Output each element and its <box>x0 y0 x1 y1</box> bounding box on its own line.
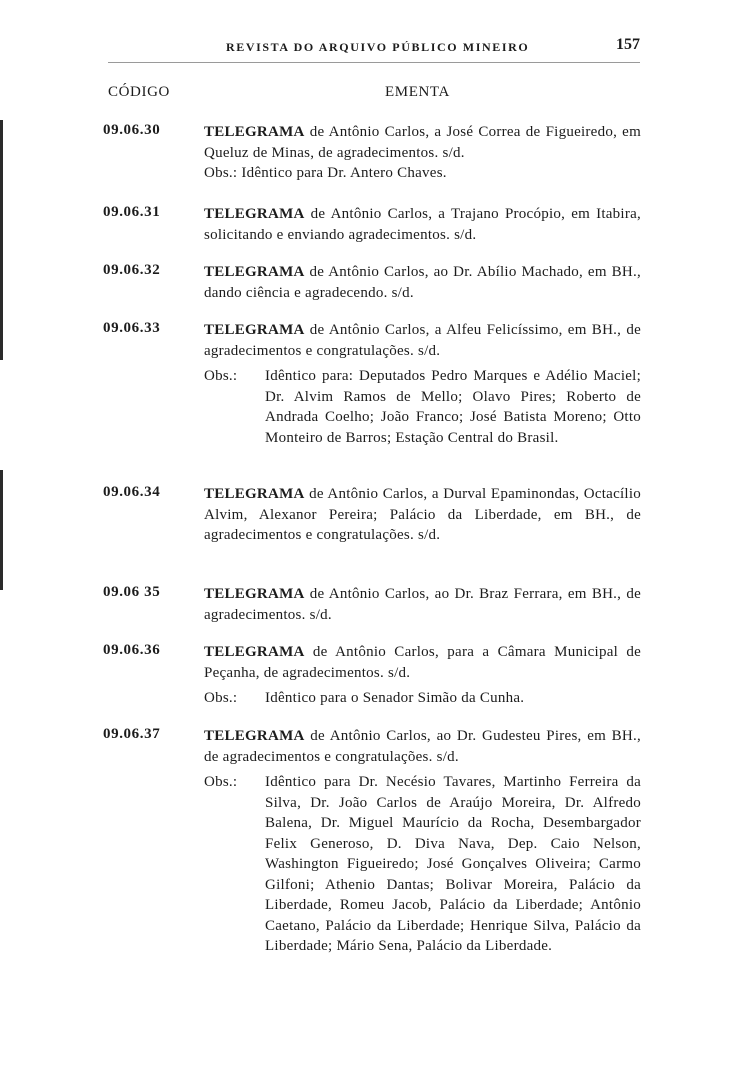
obs-body: Idêntico para Dr. Necésio Tavares, Martinho Ferreira da Silva, Dr. João Carlos de Araújo Moreira, Dr. Alfredo Balena, Dr. Miguel Maurício da Rocha, Desembargador Felix Generoso, D. Diva Nava, Dep. Caio Nelson, Washington Figueiredo; José Gonçalves Oliveira; Carmo Gilfoni; Athenio Dantas; Bolivar Moreira, Palácio da Liberdade, Romeu Jacob, Palácio da Liberdade; Antônio Caetano, Palácio da Liberdade; Henrique Silva, Palácio da Liberdade; Mário Sena, Palácio da Liberdade. <box>265 774 641 954</box>
entry-text <box>204 584 641 625</box>
entry-keyword: TELEGRAMA <box>204 644 305 660</box>
entry-description: de Antônio Carlos, a José Correa de Figueiredo, em Queluz de Minas, de agradecimentos. s/d. <box>204 124 641 161</box>
entry-description: de Antônio Carlos, a Alfeu Felicíssimo, em BH., de agradecimentos e congratulações. s/d. <box>204 322 641 359</box>
entry-keyword: TELEGRAMA <box>204 124 305 140</box>
running-header <box>108 38 640 63</box>
entry-keyword: TELEGRAMA <box>204 486 305 502</box>
entry-text <box>204 320 641 361</box>
column-header-ementa: EMENTA <box>385 84 450 100</box>
entry-code: 09.06.30 <box>103 122 161 138</box>
entry-code: 09.06.31 <box>103 204 161 220</box>
entry-description: de Antônio Carlos, ao Dr. Abílio Machado, em BH., dando ciência e agradecendo. s/d. <box>204 264 641 301</box>
scan-edge-mark <box>0 470 3 590</box>
obs-body: Idêntico para o Senador Simão da Cunha. <box>265 690 525 706</box>
entry-keyword: TELEGRAMA <box>204 322 305 338</box>
entry-code: 09.06.34 <box>103 484 161 500</box>
running-title: REVISTA DO ARQUIVO PÚBLICO MINEIRO <box>226 40 530 54</box>
entry-code: 09.06.37 <box>103 726 161 742</box>
entry-code: 09.06 35 <box>103 584 161 600</box>
entry-text <box>204 122 641 184</box>
entry-keyword: TELEGRAMA <box>204 728 305 744</box>
entry-text <box>204 484 641 546</box>
entry-keyword: TELEGRAMA <box>204 206 305 222</box>
entry-text <box>204 642 641 683</box>
entry-obs-inline: Obs.: Idêntico para Dr. Antero Chaves. <box>204 165 447 181</box>
entry-description: de Antônio Carlos, a Durval Epaminondas, Octacílio Alvim, Alexanor Pereira; Palácio da Liberdade, em BH., de agradecimentos e congratulações. s/d. <box>204 486 642 543</box>
obs-label: Obs.: <box>204 368 238 384</box>
page-number: 157 <box>616 36 640 53</box>
scan-edge-mark <box>0 120 3 360</box>
entry-code: 09.06.36 <box>103 642 161 658</box>
entry-keyword: TELEGRAMA <box>204 264 305 280</box>
entry-description: de Antônio Carlos, para a Câmara Municipal de Peçanha, de agradecimentos. s/d. <box>204 644 641 681</box>
entry-description: de Antônio Carlos, a Trajano Procópio, em Itabira, solicitando e enviando agradecimentos. s/d. <box>204 206 641 243</box>
obs-label: Obs.: <box>204 690 238 706</box>
entry-code: 09.06.33 <box>103 320 161 336</box>
entry-description: de Antônio Carlos, ao Dr. Gudesteu Pires, em BH., de agradecimentos e congratulações. s/d. <box>204 728 641 765</box>
entry-code: 09.06.32 <box>103 262 161 278</box>
entry-description: de Antônio Carlos, ao Dr. Braz Ferrara, em BH., de agradecimentos. s/d. <box>204 586 641 623</box>
entry-text <box>204 262 641 303</box>
obs-body: Idêntico para: Deputados Pedro Marques e Adélio Maciel; Dr. Alvim Ramos de Mello; Olavo Pires; Roberto de Andrada Coelho; João Franco; José Batista Moreno; Otto Monteiro de Barros; Estação Central do Brasil. <box>265 368 641 446</box>
column-header-code: CÓDIGO <box>108 84 170 100</box>
entry-text <box>204 204 641 245</box>
obs-label: Obs.: <box>204 774 238 790</box>
entry-keyword: TELEGRAMA <box>204 586 305 602</box>
entry-text <box>204 726 641 767</box>
